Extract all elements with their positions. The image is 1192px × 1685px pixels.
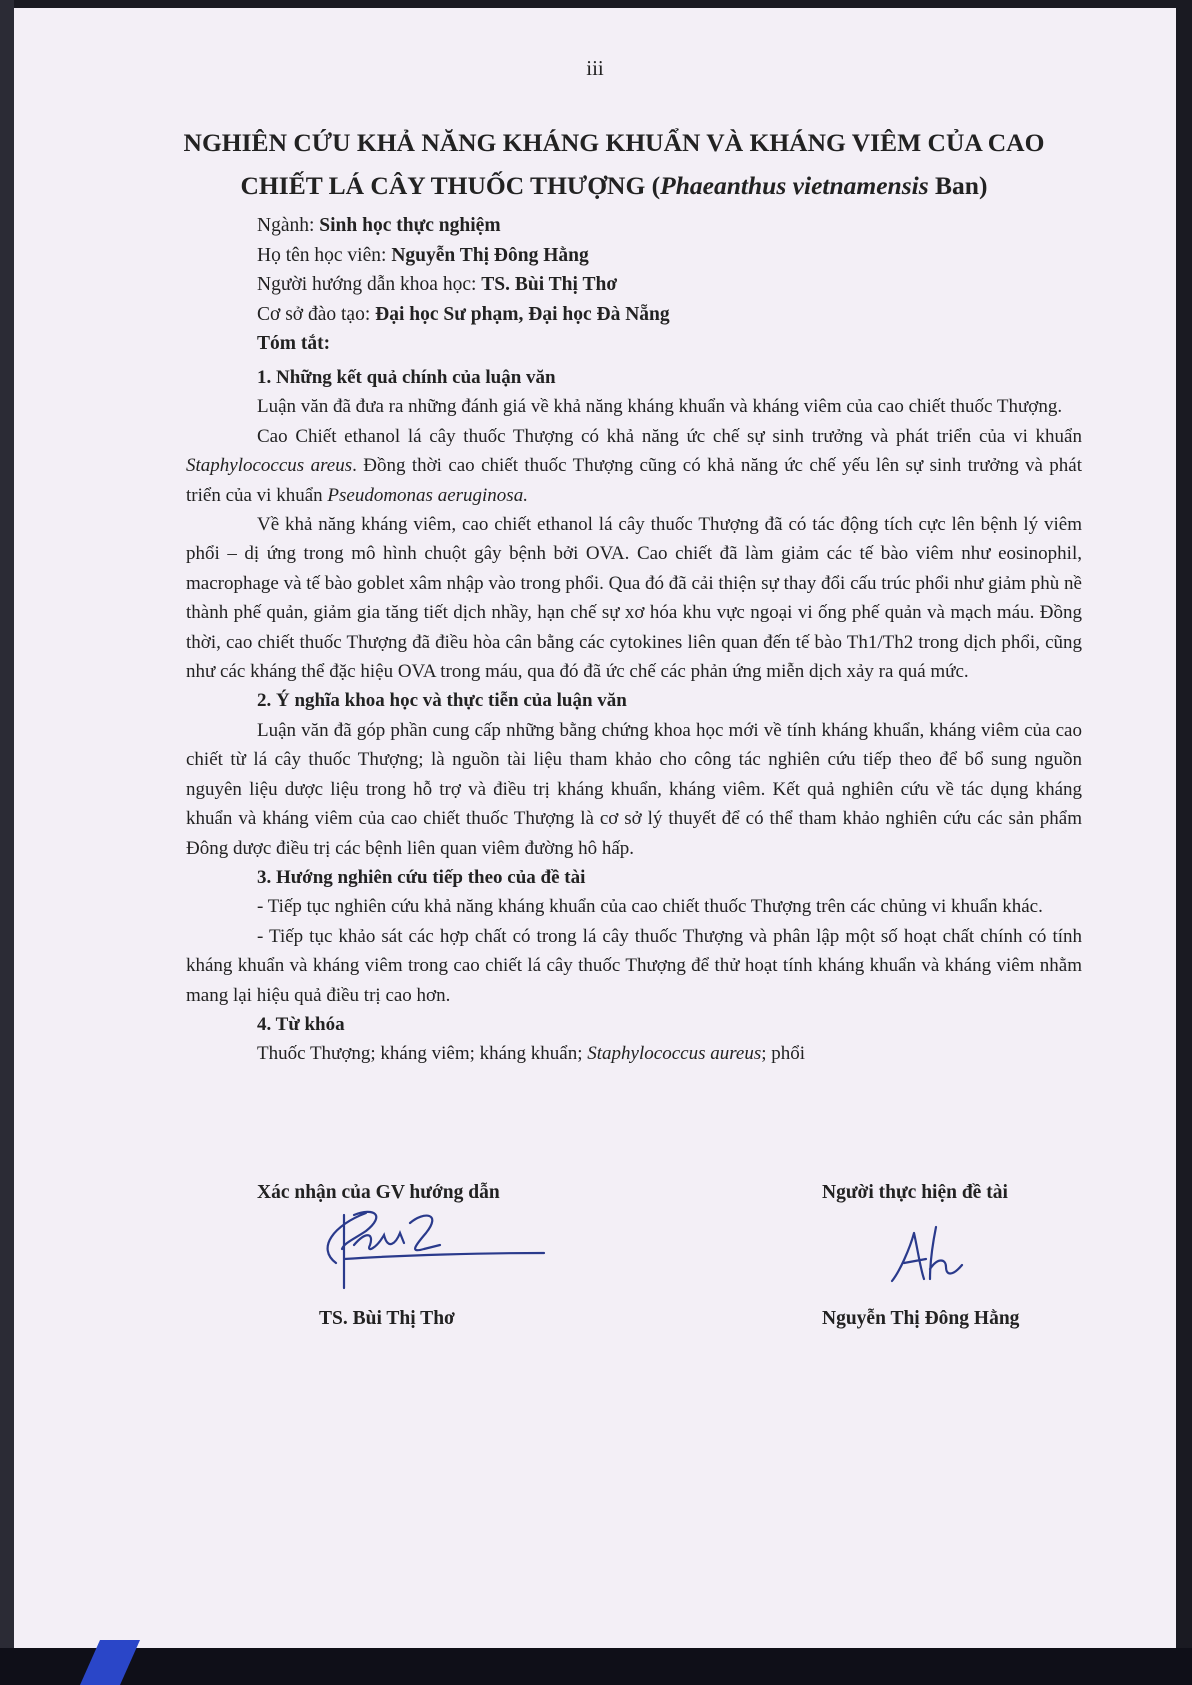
keywords-text-b: ; phổi [761, 1043, 806, 1065]
advisor-value: TS. Bùi Thị Thơ [481, 274, 618, 295]
section-2-paragraph-1: Luận văn đã góp phần cung cấp những bằng chứng khoa học mới về tính kháng khuẩn, kháng viêm của cao chiết từ lá cây thuốc Thượng; là nguồn tài liệu tham khảo cho công tác nghiên cứu tiếp theo để bổ sung nguồn nguyên liệu dược liệu trong hỗ trợ và điều trị kháng khuẩn, kháng viêm. Kết quả nghiên cứu về tác dụng kháng khuẩn và kháng viêm của cao chiết thuốc Thượng là cơ sở lý thuyết để có thể tham khảo nghiên cứu các sản phẩm Đông dược điều trị các bệnh liên quan viêm đường hô hấp. [186, 719, 1082, 859]
section-1-paragraph-3: Về khả năng kháng viêm, cao chiết ethanol lá cây thuốc Thượng đã có tác động tích cực lên bệnh lý viêm phổi – dị ứng trong mô hình chuột gây bệnh bởi OVA. Cao chiết đã làm giảm các tế bào viêm như eosinophil, macrophage và tế bào goblet xâm nhập vào trong phổi. Qua đó đã cải thiện sự thay đổi cấu trúc phổi như giảm phù nề thành phế quản, giảm gia tăng tiết dịch nhầy, hạn chế sự xơ hóa khu vực ngoại vi ống phế quản và mạch máu. Đồng thời, cao chiết thuốc Thượng đã điều hòa cân bằng các cytokines liên quan đến tế bào Th1/Th2 trong dịch phổi, cũng như các kháng thể đặc hiệu OVA trong máu, qua đó đã ức chế các phản ứng miễn dịch xảy ra quá mức. [186, 514, 1082, 683]
author-signature-icon [884, 1223, 974, 1293]
institution-row [257, 300, 670, 330]
major-row [257, 211, 670, 241]
page-number: iii [586, 56, 604, 80]
institution-label: Cơ sở đào tạo: [257, 303, 376, 325]
section-2-heading: 2. Ý nghĩa khoa học và thực tiễn của luận văn [257, 690, 627, 712]
summary-label: Tóm tắt: [257, 333, 331, 354]
author-name: Nguyễn Thị Đông Hằng [822, 1308, 1020, 1329]
title-species-name: Phaeanthus vietnamensis [660, 171, 929, 200]
institution-value: Đại học Sư phạm, Đại học Đà Nẵng [375, 303, 670, 325]
s1-p2-text-b: . Đồng thời cao chiết thuốc Thượng cũng có khả năng ức chế yếu lên sự sinh trưởng và phát triển của vi khuẩn [186, 455, 1083, 506]
thesis-meta [257, 211, 670, 359]
section-1-heading: 1. Những kết quả chính của luận văn [257, 367, 556, 388]
document-page [14, 8, 1176, 1648]
book-binding-left [0, 0, 14, 1685]
title-line-1: NGHIÊN CỨU KHẢ NĂNG KHÁNG KHUẨN VÀ KHÁNG VIÊM CỦA CAO [183, 128, 1045, 157]
student-label: Họ tên học viên: [257, 244, 392, 266]
blue-cover-corner-icon [80, 1640, 140, 1685]
thesis-title [144, 121, 1084, 207]
advisor-signature-icon [314, 1203, 554, 1293]
advisor-row [257, 270, 670, 300]
species-pseudomonas: Pseudomonas aeruginosa. [327, 484, 528, 506]
title-line-2-prefix: CHIẾT LÁ CÂY THUỐC THƯỢNG ( [240, 171, 661, 200]
title-line-2-suffix: Ban) [928, 171, 988, 200]
s1-p2-text-a: Cao Chiết ethanol lá cây thuốc Thượng có khả năng ức chế sự sinh trưởng và phát triển của vi khuẩn [257, 425, 1082, 447]
title-line-2 [144, 164, 1084, 207]
keywords-line [186, 1039, 1082, 1068]
major-label: Ngành: [257, 215, 320, 236]
section-1-paragraph-2 [186, 422, 1082, 510]
section-1-paragraph-1: Luận văn đã đưa ra những đánh giá về khả năng kháng khuẩn và kháng viêm của cao chiết thuốc Thượng. [257, 396, 1063, 418]
section-4-heading: 4. Từ khóa [257, 1013, 345, 1035]
advisor-signature-title: Xác nhận của GV hướng dẫn [257, 1182, 500, 1203]
section-3-paragraph-1: - Tiếp tục nghiên cứu khả năng kháng khuẩn của cao chiết thuốc Thượng trên các chủng vi khuẩn khác. [257, 896, 1043, 918]
section-3-paragraph-2: - Tiếp tục khảo sát các hợp chất có trong lá cây thuốc Thượng và phân lập một số hoạt chất chính có tính kháng khuẩn và kháng viêm trong cao chiết lá cây thuốc Thượng để thử hoạt tính kháng khuẩn và kháng viêm nhằm mang lại hiệu quả điều trị cao hơn. [186, 925, 1082, 1006]
major-value: Sinh học thực nghiệm [319, 215, 501, 236]
student-value: Nguyễn Thị Đông Hằng [391, 244, 589, 266]
student-row [257, 241, 670, 271]
species-staphylococcus: Staphylococcus areus [186, 455, 353, 477]
keywords-species: Staphylococcus aureus [587, 1043, 762, 1065]
book-binding-bottom [0, 1648, 1192, 1685]
advisor-name: TS. Bùi Thị Thơ [319, 1308, 455, 1329]
keywords-text-a: Thuốc Thượng; kháng viêm; kháng khuẩn; [257, 1043, 588, 1065]
section-3-heading: 3. Hướng nghiên cứu tiếp theo của đề tài [257, 866, 586, 888]
advisor-label: Người hướng dẫn khoa học: [257, 274, 482, 295]
summary-body [186, 363, 1082, 1069]
author-signature-title: Người thực hiện đề tài [822, 1182, 1008, 1203]
